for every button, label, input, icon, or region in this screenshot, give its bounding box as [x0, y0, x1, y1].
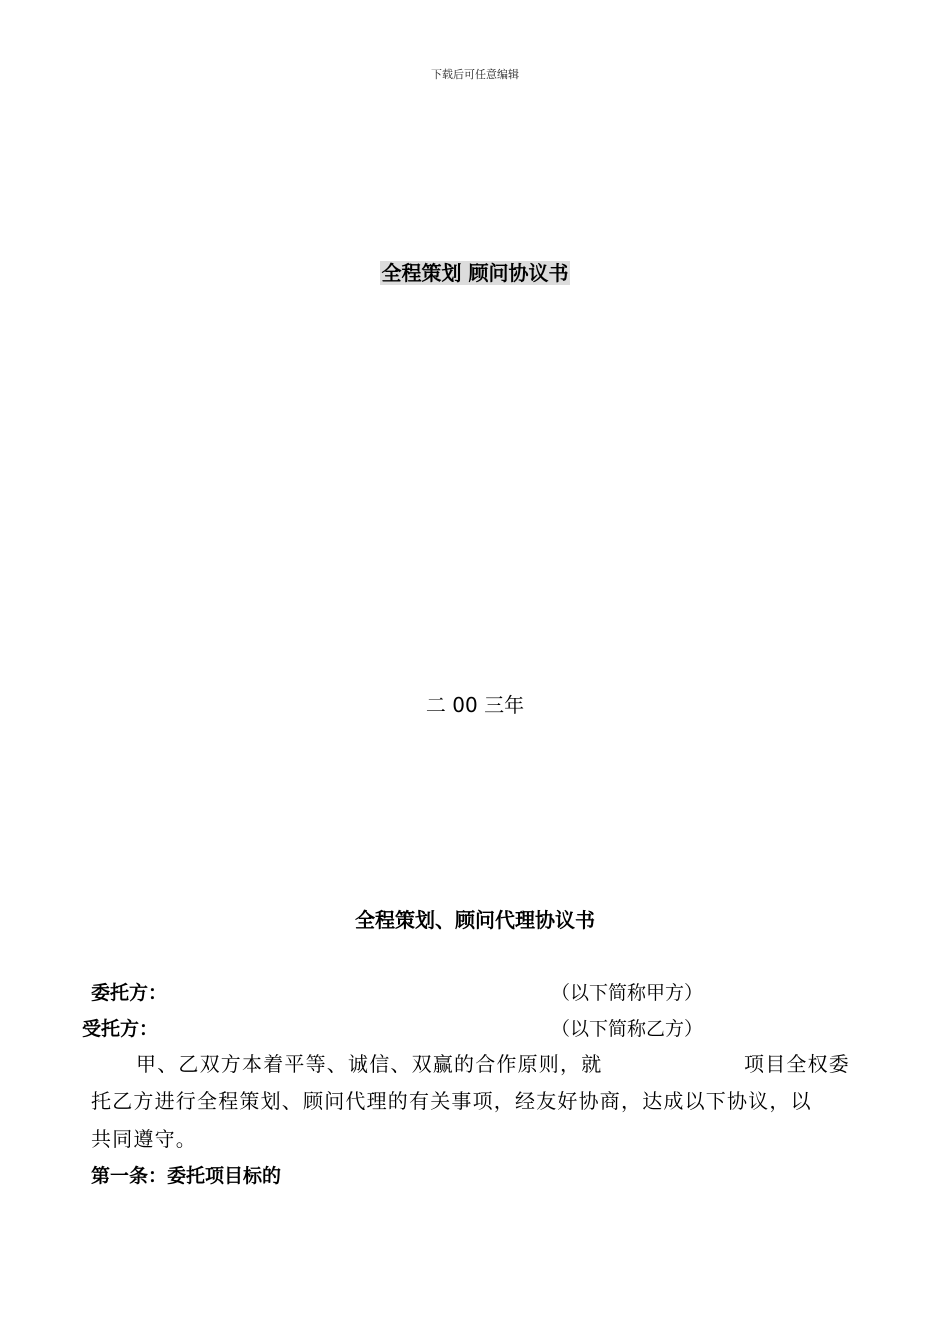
article-1-title: 第一条：委托项目标的 [91, 1165, 282, 1187]
agent-note: （以下简称乙方） [551, 1018, 704, 1040]
cover-title [0, 257, 950, 286]
page-header-note: 下载后可任意编辑 [431, 68, 519, 81]
intro-line-1b: 项目全权委 [744, 1052, 850, 1076]
principal-note: （以下简称甲方） [551, 982, 704, 1004]
cover-year: 二 00 三年 [425, 693, 525, 717]
agent-label: 受托方： [82, 1018, 159, 1040]
principal-label: 委托方： [91, 982, 168, 1004]
intro-line-1a: 甲、乙双方本着平等、诚信、双赢的合作原则，就 [136, 1052, 603, 1076]
agreement-heading: 全程策划、顾问代理协议书 [355, 908, 595, 932]
cover-title-text: 全程策划 顾问协议书 [381, 261, 569, 285]
intro-line-2: 托乙方进行全程策划、顾问代理的有关事项，经友好协商，达成以下协议，以 [91, 1089, 812, 1113]
intro-line-3: 共同遵守。 [91, 1127, 197, 1151]
